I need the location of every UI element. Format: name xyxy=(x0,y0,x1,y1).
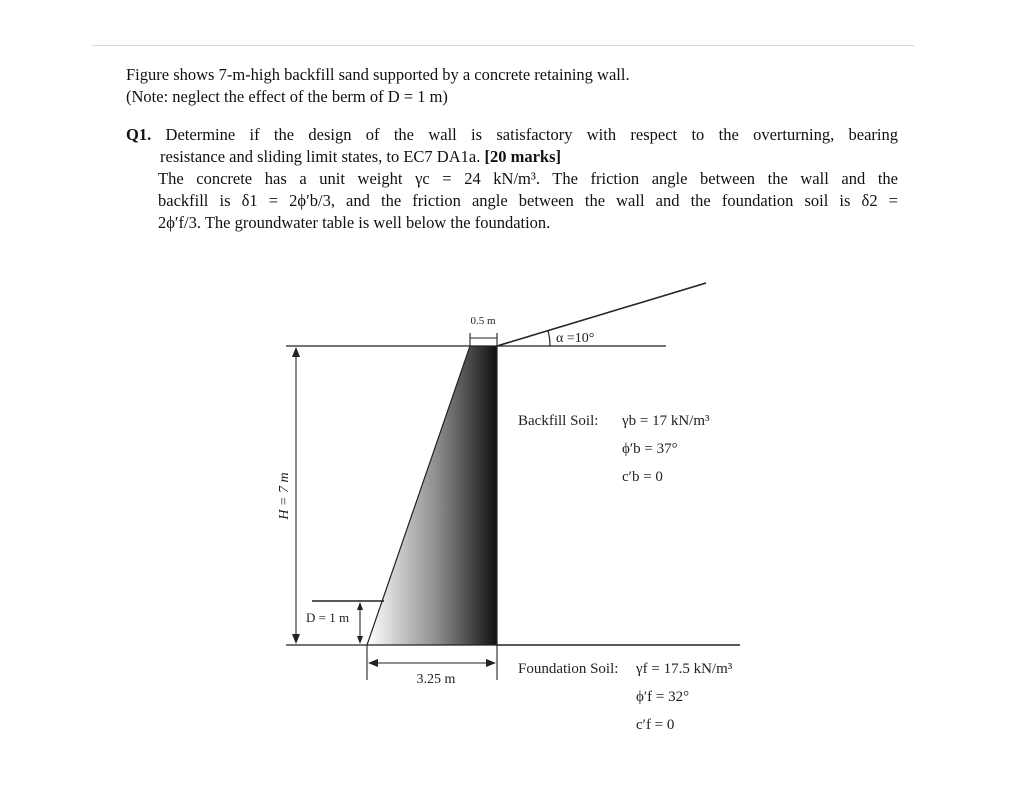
question-text-2: resistance and sliding limit states, to EC7 DA1a. xyxy=(160,147,485,166)
intro-line-1: Figure shows 7-m-high backfill sand supported by a concrete retaining wall. xyxy=(126,65,630,84)
top-width-label: 0.5 m xyxy=(470,315,496,327)
question-line-3: The concrete has a unit weight γc = 24 kN/m³. The friction angle between the wall and the xyxy=(158,169,898,188)
backfill-phi: ϕ′b = 37° xyxy=(622,441,678,457)
backfill-c: c′b = 0 xyxy=(622,469,663,485)
question-line-4: backfill is δ1 = 2ϕ′b/3, and the friction angle between the wall and the foundation soil is δ2 = xyxy=(158,191,898,210)
berm-arrow-down-icon xyxy=(357,636,363,644)
question-line-5: 2ϕ′f/3. The groundwater table is well below the foundation. xyxy=(158,213,551,232)
slope-angle-arc xyxy=(548,331,550,346)
berm-label: D = 1 m xyxy=(306,610,350,625)
base-arrow-right-icon xyxy=(486,659,496,667)
foundation-gamma: γf = 17.5 kN/m³ xyxy=(636,661,733,677)
base-width-label: 3.25 m xyxy=(416,672,456,687)
question-marks: [20 marks] xyxy=(484,147,561,166)
base-arrow-left-icon xyxy=(368,659,378,667)
height-label: H = 7 m xyxy=(277,472,292,520)
intro-line-2: (Note: neglect the effect of the berm of D = 1 m) xyxy=(126,87,448,106)
slope-angle-label: α =10° xyxy=(556,331,595,346)
concrete-wall xyxy=(367,346,497,645)
height-arrow-up-icon xyxy=(292,347,300,357)
berm-arrow-up-icon xyxy=(357,602,363,610)
question-label: Q1. xyxy=(126,125,152,144)
height-arrow-down-icon xyxy=(292,634,300,644)
question-text-1: Determine if the design of the wall is satisfactory with respect to the overturning, bearing xyxy=(165,125,899,144)
foundation-c: c′f = 0 xyxy=(636,717,675,733)
backfill-gamma: γb = 17 kN/m³ xyxy=(622,413,710,429)
foundation-phi: ϕ′f = 32° xyxy=(636,689,690,705)
foundation-title: Foundation Soil: xyxy=(518,661,619,677)
backfill-title: Backfill Soil: xyxy=(518,413,599,429)
backfill-slope-line xyxy=(497,283,706,346)
